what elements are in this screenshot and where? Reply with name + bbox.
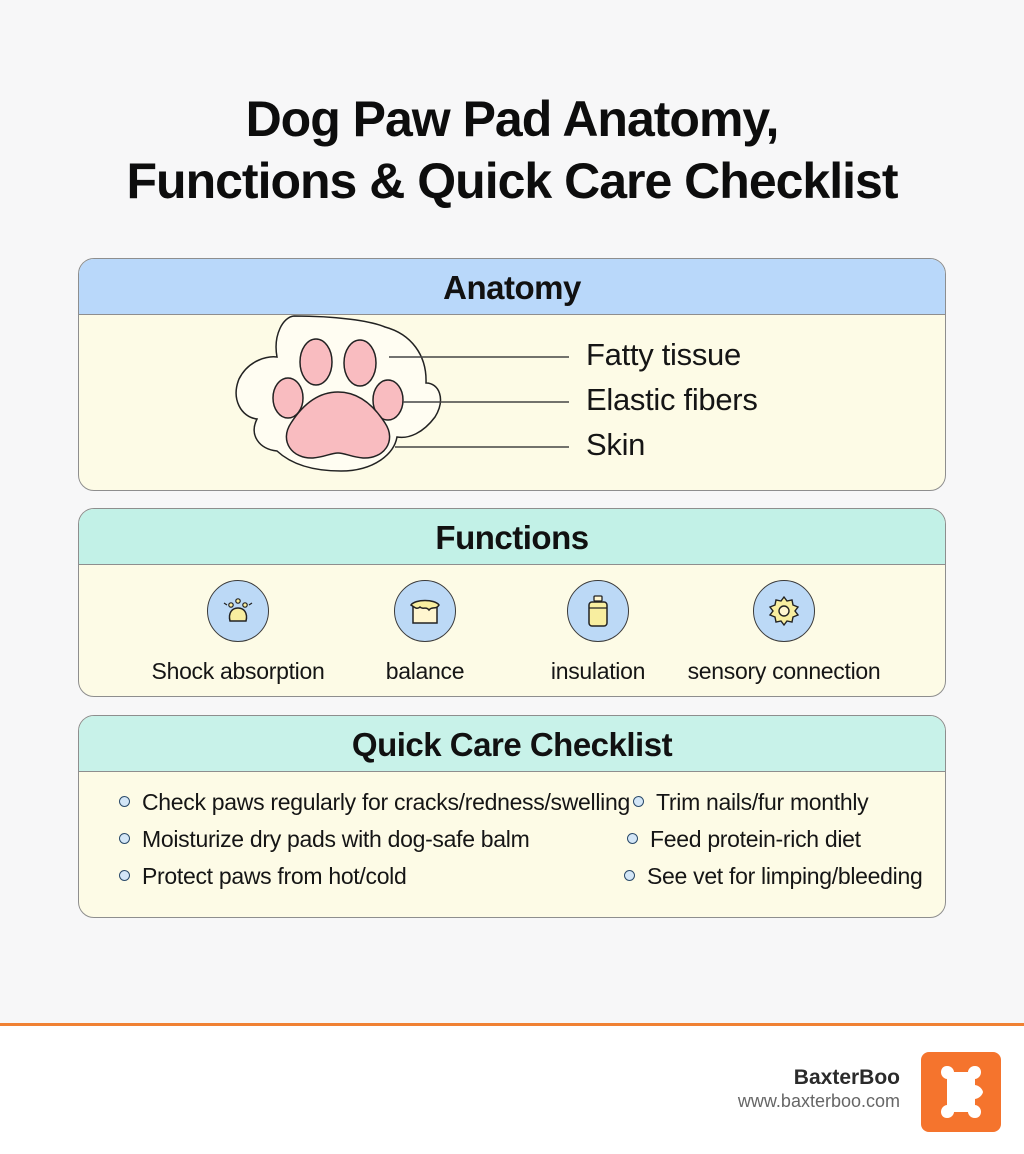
page-title — [0, 88, 1024, 212]
function-insulation — [498, 580, 698, 685]
care-heading: Quick Care Checklist — [79, 716, 945, 772]
checklist-item — [627, 826, 861, 853]
brand-name: BaxterBoo — [793, 1066, 900, 1089]
care-checklist-panel — [78, 715, 946, 918]
function-balance — [325, 580, 525, 685]
checklist-item-text: Moisturize dry pads with dog-safe balm — [142, 826, 530, 852]
bullet-icon — [119, 796, 130, 807]
functions-heading: Functions — [79, 509, 945, 565]
functions-panel — [78, 508, 946, 697]
function-sensory-connection — [684, 580, 884, 685]
bullet-icon — [633, 796, 644, 807]
anatomy-panel — [78, 258, 946, 491]
checklist-item — [119, 826, 529, 853]
toe-pad-3 — [344, 340, 376, 386]
anatomy-heading: Anatomy — [79, 259, 945, 315]
balance-box-icon — [394, 580, 456, 642]
checklist-item — [624, 863, 922, 890]
checklist-item-text: See vet for limping/bleeding — [647, 863, 923, 889]
label-elastic-fibers: Elastic fibers — [586, 382, 758, 417]
bullet-icon — [624, 870, 635, 881]
checklist-item-text: Protect paws from hot/cold — [142, 863, 407, 889]
sensor-gear-icon — [753, 580, 815, 642]
checklist-item-text: Trim nails/fur monthly — [656, 789, 869, 815]
bullet-icon — [627, 833, 638, 844]
checklist-item-text: Check paws regularly for cracks/redness/swelling — [142, 789, 630, 815]
checklist-item — [633, 789, 868, 816]
checklist-item — [119, 789, 630, 816]
jar-icon — [567, 580, 629, 642]
function-label: balance — [385, 658, 465, 684]
toe-pad-2 — [300, 339, 332, 385]
baxterboo-logo-icon — [921, 1052, 1001, 1132]
title-line-2: Functions & Quick Care Checklist — [126, 153, 898, 209]
function-label: insulation — [550, 658, 646, 684]
footer — [0, 1026, 1024, 1154]
bullet-icon — [119, 833, 130, 844]
function-shock-absorption — [138, 580, 338, 685]
bullet-icon — [119, 870, 130, 881]
brand-url[interactable]: www.baxterboo.com — [737, 1091, 900, 1111]
paw-impact-icon — [207, 580, 269, 642]
function-label: sensory connection — [687, 658, 881, 684]
function-label: Shock absorption — [151, 658, 325, 684]
title-line-1: Dog Paw Pad Anatomy, — [245, 91, 779, 147]
checklist-item — [119, 863, 406, 890]
paw-diagram — [79, 259, 946, 491]
checklist-item-text: Feed protein-rich diet — [650, 826, 861, 852]
label-fatty-tissue: Fatty tissue — [586, 337, 741, 372]
label-skin: Skin — [586, 427, 646, 462]
